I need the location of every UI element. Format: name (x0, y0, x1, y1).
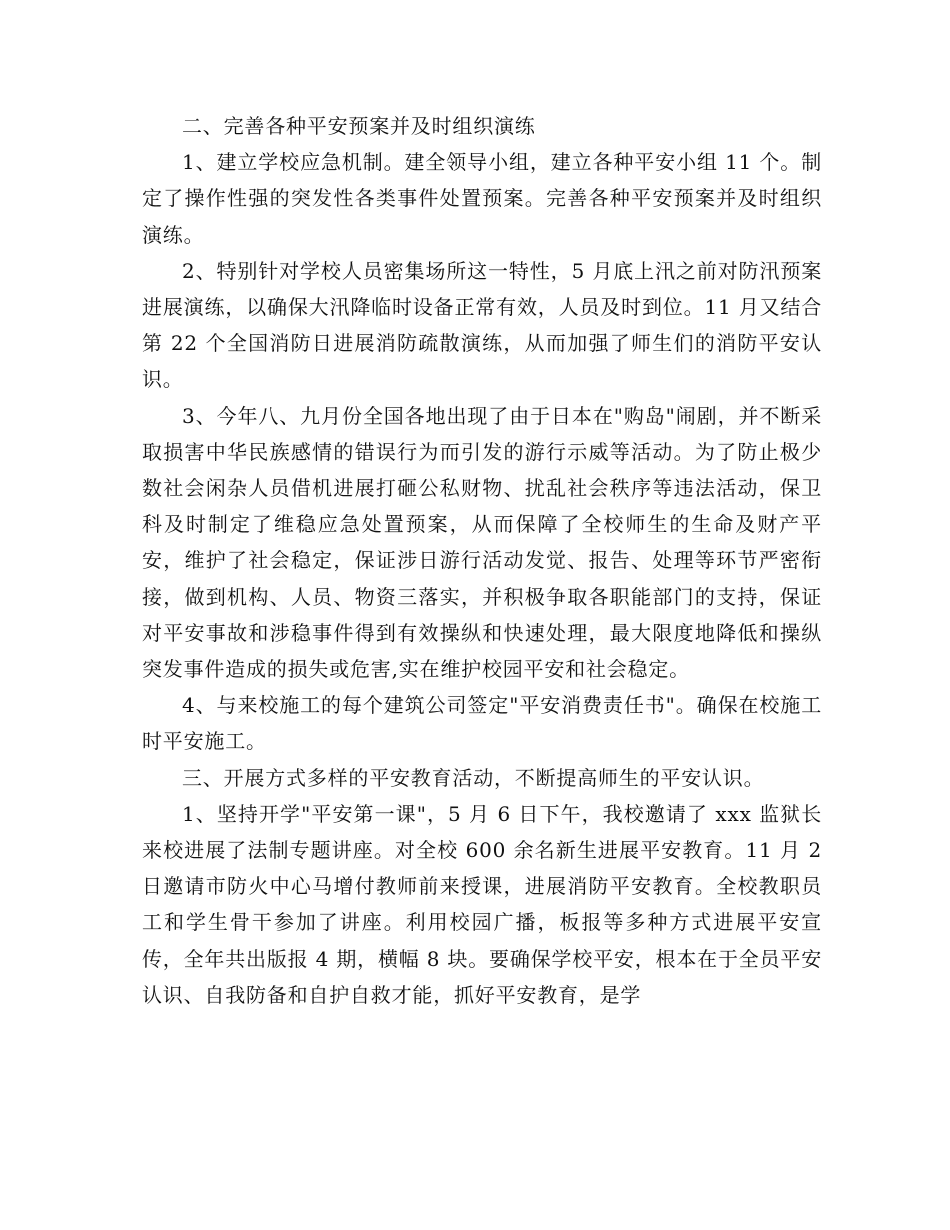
body-paragraph: 4、与来校施工的每个建筑公司签定"平安消费责任书"。确保在校施工时平安施工。 (142, 693, 822, 754)
body-paragraph: 1、建立学校应急机制。建全领导小组，建立各种平安小组 11 个。制定了操作性强的突发性各类事件处置预案。完善各种平安预案并及时组织演练。 (142, 150, 822, 247)
body-paragraph: 1、坚持开学"平安第一课"，5 月 6 日下午，我校邀请了 xxx 监狱长来校进展了法制专题讲座。对全校 600 余名新生进展平安教育。11 月 2 日邀请市防火中心马增付教师前来授课，进展消防平安教育。全校教职员工和学生骨干参加了讲座。利用校园广播，板报等多种方式进展平安宣传，全年共出版报 4 期，横幅 8 块。要确保学校平安，根本在于全员平安认识、自我防备和自护自救才能，抓好平安教育，是学 (142, 801, 822, 1007)
document-body (142, 108, 822, 1013)
section-heading: 二、完善各种平安预案并及时组织演练 (182, 114, 536, 138)
body-paragraph: 2、特别针对学校人员密集场所这一特性，5 月底上汛之前对防汛预案进展演练，以确保大汛降临时设备正常有效，人员及时到位。11 月又结合第 22 个全国消防日进展消防疏散演练，从而加强了师生们的消防平安认识。 (142, 258, 822, 392)
section-heading: 三、开展方式多样的平安教育活动，不断提高师生的平安认识。 (182, 765, 765, 790)
body-paragraph: 3、今年八、九月份全国各地出现了由于日本在"购岛"闹剧，并不断采取损害中华民族感情的错误行为而引发的游行示威等活动。为了防止极少数社会闲杂人员借机进展打砸公私财物、扰乱社会秩序等违法活动，保卫科及时制定了维稳应急处置预案，从而保障了全校师生的生命及财产平安，维护了社会稳定，保证涉日游行活动发觉、报告、处理等环节严密衔接，做到机构、人员、物资三落实，并积极争取各职能部门的支持，保证对平安事故和涉稳事件得到有效操纵和快速处理，最大限度地降低和操纵突发事件造成的损失或危害,实在维护校园平安和社会稳定。 (142, 403, 822, 682)
